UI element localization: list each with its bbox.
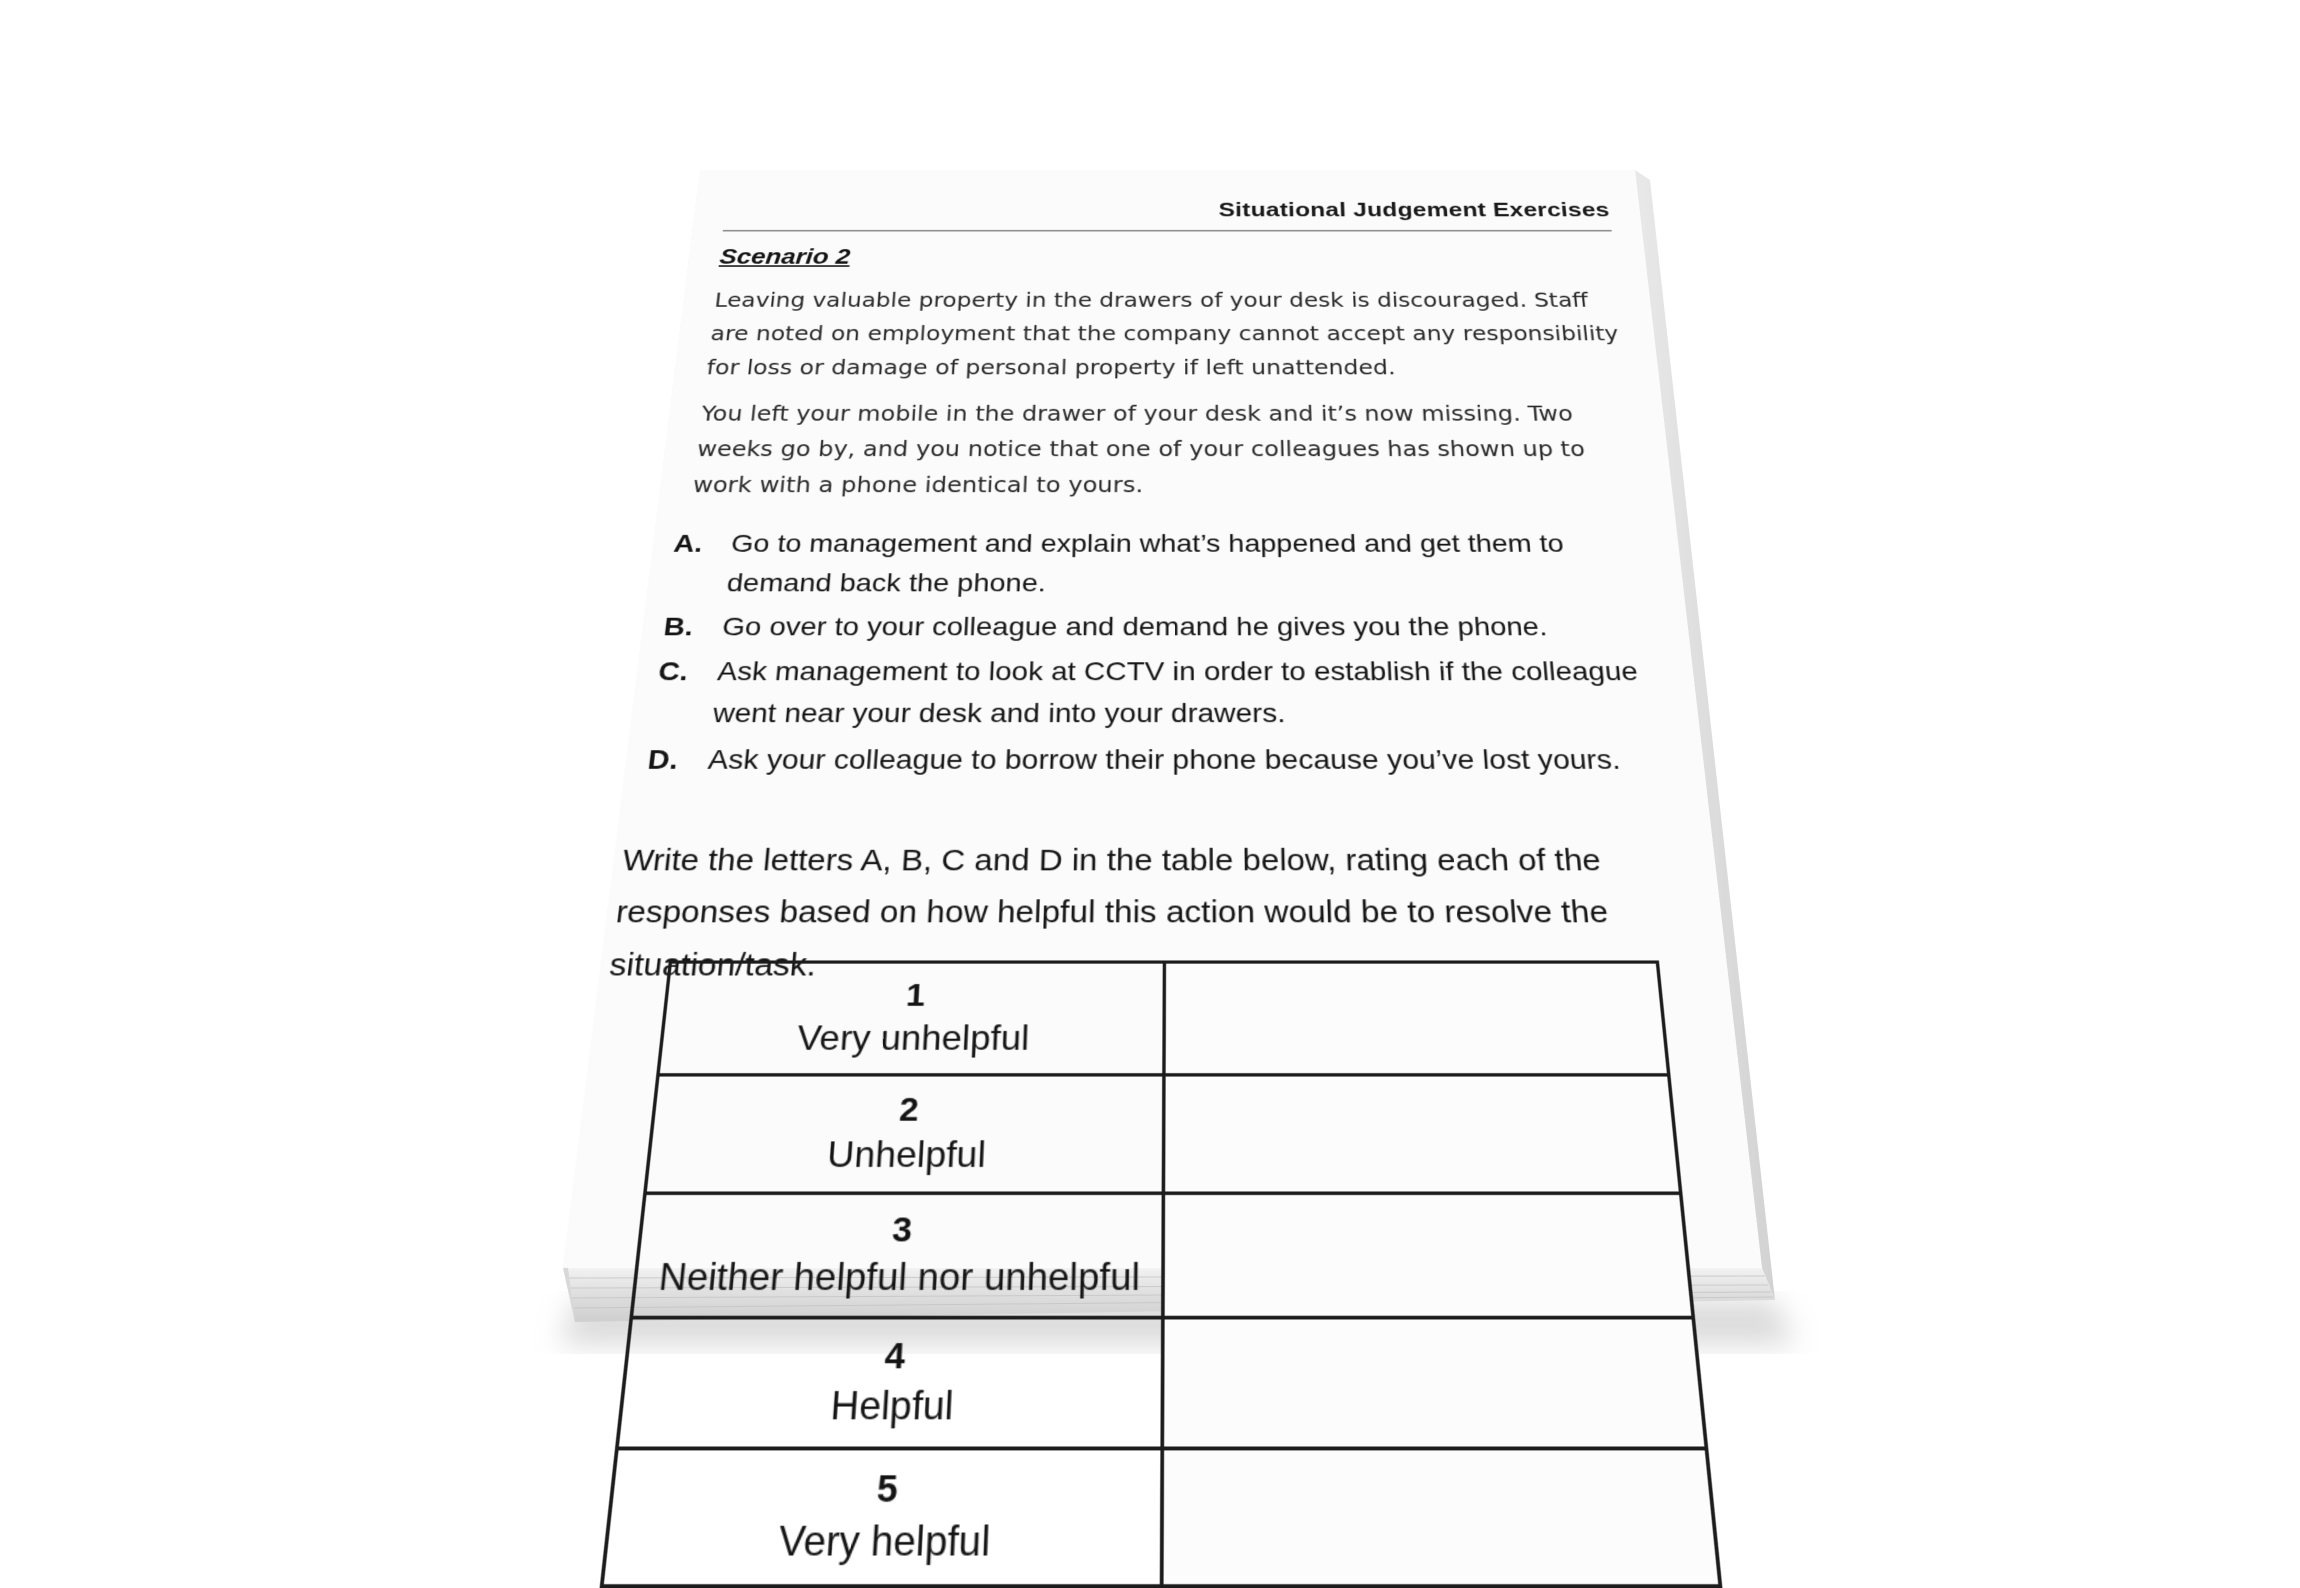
option-letter: C.: [656, 656, 690, 686]
instruction-text: Write the letters A, B, C and D in the table below, rating each of the responses based on how helpful this action would be to resolve the situation/task.: [607, 843, 1610, 984]
rating-answer-cell: [1164, 1075, 1681, 1193]
document-page: [563, 170, 1762, 1566]
rating-label-cell: [658, 962, 1165, 1075]
table-row: [645, 1075, 1681, 1193]
option-text: Go to management and explain what’s happened and get them to demand back the phone.: [725, 529, 1565, 597]
scenario-paragraph-1: Leaving valuable property in the drawers of your desk is discouraged. Staff are noted on employment that the company cannot accept any responsibility for loss or damage of personal property if left unattended.: [705, 289, 1620, 380]
table-row: [631, 1193, 1693, 1317]
table-row: [617, 1318, 1707, 1449]
rating-number: 3: [891, 1210, 914, 1250]
rating-answer-cell: [1163, 1318, 1707, 1449]
response-option-d: [639, 739, 1686, 782]
rating-label: Unhelpful: [825, 1133, 987, 1176]
rating-label: Neither helpful nor unhelpful: [656, 1254, 1141, 1299]
response-options-list: [638, 524, 1686, 785]
rating-label: Very helpful: [776, 1516, 992, 1566]
scenario-title: Scenario 2: [718, 245, 852, 269]
table-row: [658, 962, 1669, 1075]
rating-answer-cell: [1163, 1193, 1693, 1317]
rating-label-cell: [631, 1193, 1164, 1317]
rating-number: 1: [905, 977, 927, 1014]
rating-number: 2: [898, 1091, 920, 1129]
rating-table: [600, 960, 1723, 1588]
rating-answer-cell: [1164, 962, 1668, 1075]
table-row: [602, 1448, 1721, 1586]
option-text: Ask management to look at CCTV in order to establish if the colleague went near your desk and into your drawers.: [711, 656, 1640, 728]
response-option-b: [655, 607, 1671, 648]
rating-label-cell: [617, 1318, 1163, 1449]
rating-answer-cell: [1162, 1448, 1720, 1586]
response-option-c: [645, 651, 1681, 735]
rating-label-cell: [602, 1448, 1163, 1586]
option-letter: A.: [672, 529, 705, 558]
header-rule: [723, 230, 1612, 232]
rating-number: 5: [875, 1467, 900, 1512]
page-header: Situational Judgement Exercises: [1218, 198, 1611, 221]
rating-label-cell: [645, 1075, 1164, 1193]
rating-label: Helpful: [829, 1382, 955, 1429]
option-text: Go over to your colleague and demand he gives you the phone.: [720, 612, 1549, 641]
response-option-a: [660, 524, 1666, 603]
option-letter: D.: [646, 744, 680, 775]
option-letter: B.: [662, 612, 695, 641]
option-text: Ask your colleague to borrow their phone because you’ve lost yours.: [706, 744, 1622, 775]
rating-number: 4: [883, 1335, 907, 1378]
rating-label: Very unhelpful: [795, 1017, 1030, 1058]
scenario-paragraph-2: You left your mobile in the drawer of your desk and it’s now missing. Two weeks go by, and you notice that one of your colleagues has shown up to work with a phone identical to yours.: [691, 402, 1586, 498]
